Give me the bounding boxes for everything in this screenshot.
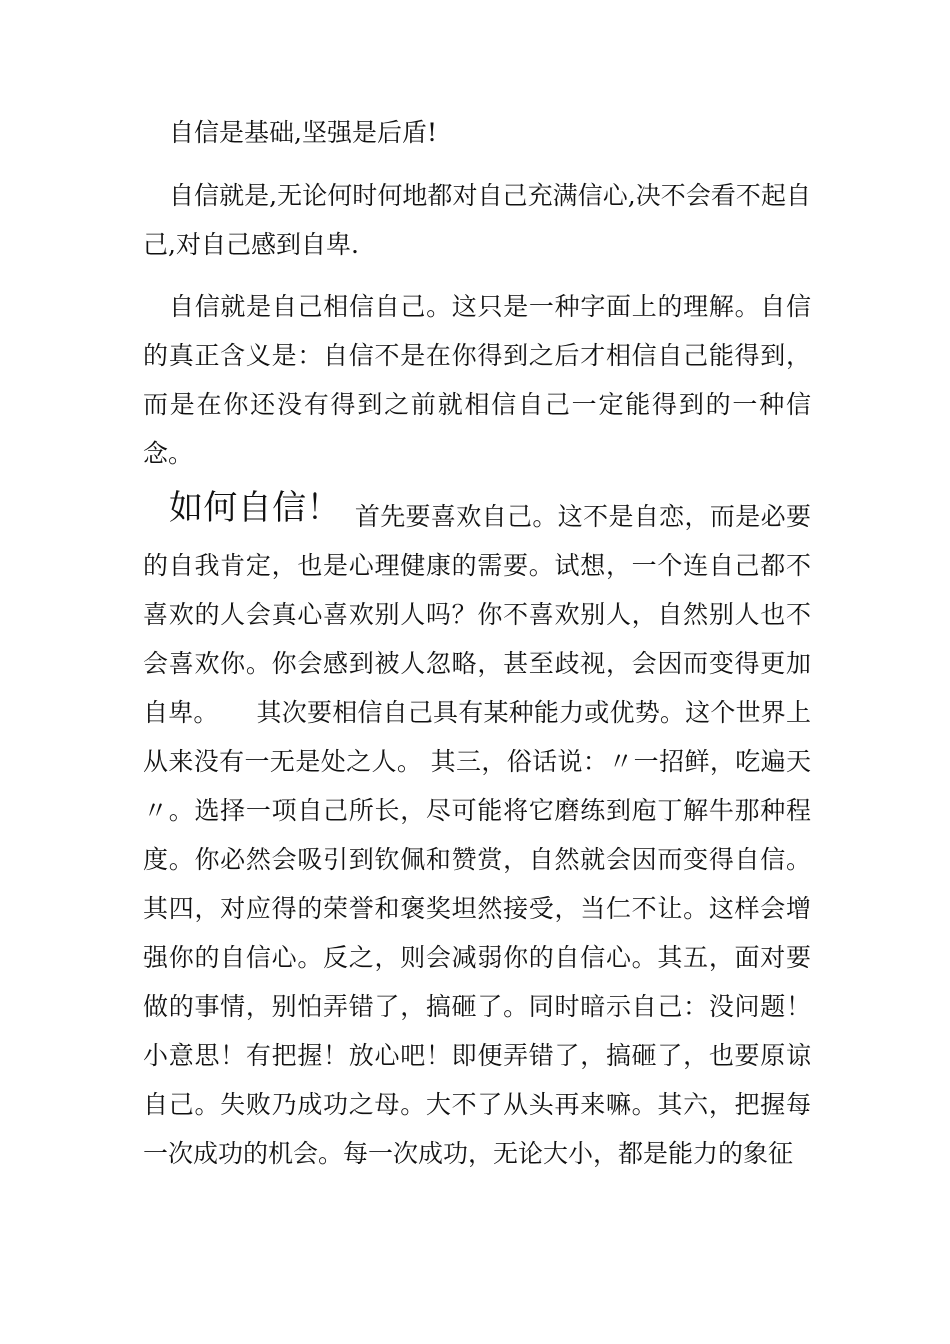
paragraph-1: 自信是基础,坚强是后盾! [169,118,437,147]
paragraph-2: 自信就是,无论何时何地都对自己充满信心,决不会看不起自己,对自己感到自卑. [143,181,811,259]
paragraph-3: 自信就是自己相信自己。这只是一种字面上的理解。自信的真正含义是：自信不是在你得到之后才相信自己能得到，而是在你还没有得到之前就相信自己一定能得到的一种信念。 [143,292,811,468]
paragraph-4 [143,490,811,1178]
text-column [143,108,811,1178]
section-heading: 如何自信！ [169,488,341,528]
body-text: 首先要喜欢自己。这不是自恋，而是必要的自我肯定，也是心理健康的需要。试想，一个连自己都不喜欢的人会真心喜欢别人吗？你不喜欢别人，自然别人也不会喜欢你。你会感到被人忽略，甚至歧视，会因而变得更加自卑。 其次要相信自己具有某种能力或优势。这个世界上从来没有一无是处之人。 其三，俗话说：〃一招鲜，吃遍天〃。选择一项自己所长，尽可能将它磨练到庖丁解牛那种程度。你必然会吸引到钦佩和赞赏，自然就会因而变得自信。其四，对应得的荣誉和褒奖坦然接受，当仁不让。这样会增强你的自信心。反之，则会减弱你的自信心。其五，面对要做的事情，别怕弄错了，搞砸了。同时暗示自己：没问题！小意思！有把握！放心吧！即便弄错了，搞砸了，也要原谅自己。失败乃成功之母。大不了从头再来嘛。其六，把握每一次成功的机会。每一次成功，无论大小，都是能力的象征 [143,502,811,1168]
